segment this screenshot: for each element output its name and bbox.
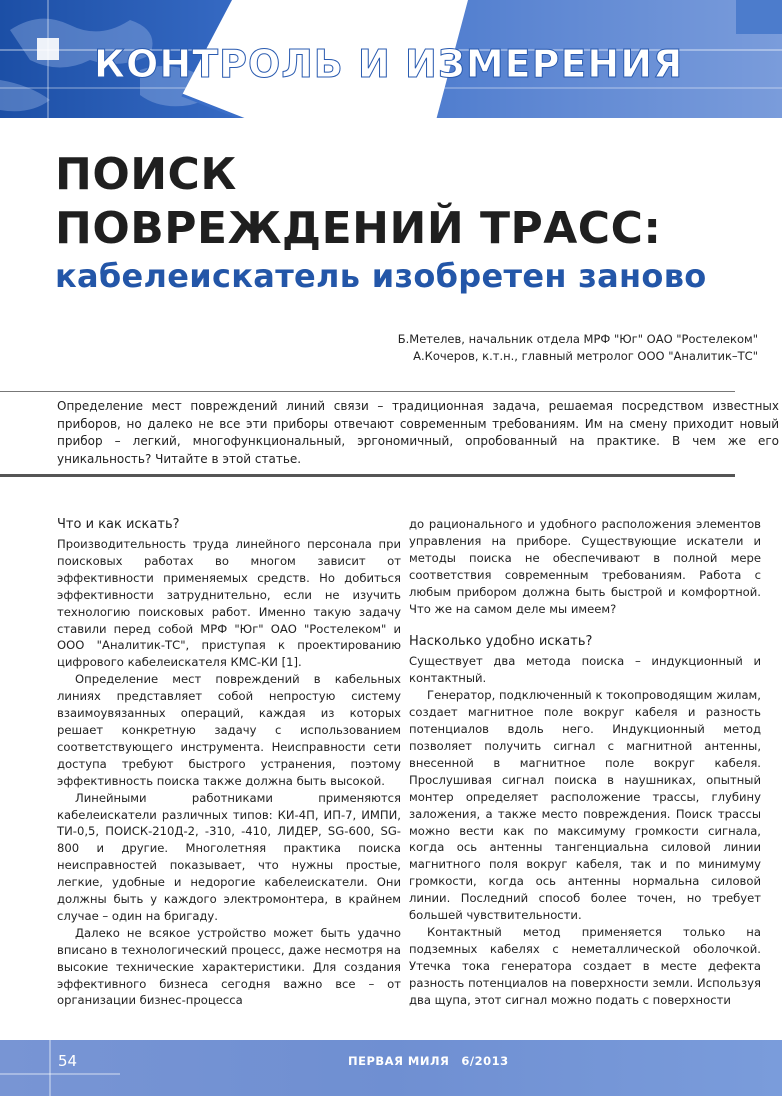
left-paragraph-2: Определение мест повреждений в кабельных линиях представляет собой непростую систему взаимоувязанных операций, каждая из которых решает конкретную задачу с использованием соответствующего инструмента. Неисправности сети доступа требуют быстрого устранения, поэтому эффективность поиска также должна быть высокой. bbox=[57, 672, 401, 788]
left-paragraph-3: Линейными работниками применяются кабелеискатели различных типов: КИ-4П, ИП-7, ИМПИ, ТИ-0,5, ПОИСК-210Д-2, -310, -410, ЛИДЕР, SG-600, SG-800 и другие. Многолетняя практика поиска неисправностей показывает, что нужны простые, легкие, удобные и недорогие кабелеискатели. Они должны быть у каждого электромонтера, в крайнем случае – один на бригаду. bbox=[57, 790, 401, 923]
right-paragraph-4: Контактный метод применяется только на подземных кабелях с неметаллической оболочкой. Утечка тока генератора создает в месте дефекта разность потенциалов на поверхности земли. Используя два щупа, этот сигнал можно подать с поверхности bbox=[409, 924, 761, 1007]
magazine-info bbox=[348, 1054, 509, 1068]
left-paragraph-1: Производительность труда линейного персонала при поисковых работах во многом зависит от эффективности применяемых средств. Но добиться эффективности затруднительно, если не изучить технологию поисковых работ. Именно такую задачу ставили перед собой МРФ "Юг" ОАО "Ростелеком" и ООО "Аналитик-ТС", приступая к проектированию цифрового кабелеискателя КМС-КИ [1]. bbox=[57, 537, 401, 670]
author-1: Б.Метелев, начальник отдела МРФ "Юг" ОАО "Ростелеком" bbox=[397, 332, 758, 346]
left-paragraph-4: Далеко не всякое устройство может быть удачно вписано в технологический процесс, даже несмотря на высокие технические характеристики. Для создания эффективного бизнеса сегодня важно все – от организации бизнес-процесса bbox=[57, 925, 401, 1008]
issue-number: 6/2013 bbox=[461, 1054, 509, 1068]
magazine-name: ПЕРВАЯ МИЛЯ bbox=[348, 1054, 450, 1068]
article-subtitle: кабелеискатель изобретен заново bbox=[55, 257, 707, 295]
right-paragraph-3: Генератор, подключенный к токопроводящим жилам, создает магнитное поле вокруг кабеля и разность потенциалов вдоль него. Индукционный метод позволяет получить сигнал с магнитной антенны, внесенной в магнитное поле вокруг кабеля. Прослушивая сигнал поиска в наушниках, опытный монтер определяет расположение трассы, глубину заложения, а также место повреждения. Поиск трассы можно вести как по максимуму громкости сигнала, когда ось антенны тангенциальна силовой линии магнитного поля вокруг кабеля, так и по минимуму громкости, когда ось антенны нормальна силовой линии. Последний способ более точен, но требует большей чувствительности. bbox=[409, 688, 761, 923]
right-column bbox=[409, 516, 761, 1008]
title-line-1: ПОИСК bbox=[55, 149, 237, 200]
heading-how-convenient: Насколько удобно искать? bbox=[409, 634, 593, 650]
right-paragraph-2: Существует два метода поиска – индукционный и контактный. bbox=[409, 654, 761, 686]
article-title bbox=[55, 148, 661, 256]
lead-bottom-rule bbox=[0, 474, 735, 477]
authors-block bbox=[398, 331, 758, 365]
page-number: 54 bbox=[58, 1052, 78, 1070]
lead-top-rule bbox=[0, 391, 735, 392]
left-column bbox=[57, 516, 401, 1009]
header-banner bbox=[0, 0, 782, 118]
author-2: А.Кочеров, к.т.н., главный метролог ООО "Аналитик–ТС" bbox=[413, 349, 758, 363]
title-line-2: ПОВРЕЖДЕНИЙ ТРАСС: bbox=[55, 203, 662, 254]
page-footer bbox=[0, 1040, 782, 1096]
heading-what-and-how: Что и как искать? bbox=[57, 517, 180, 532]
article-lead: Определение мест повреждений линий связи – традиционная задача, решаемая посредством известных приборов, но далеко не все эти приборы отвечают современным требованиям. Им на смену приходит новый прибор – легкий, многофункциональный, эргономичный, опробованный на практике. В чем же его уникальность? Читайте в этой статье. bbox=[57, 399, 779, 466]
section-title: КОНТРОЛЬ И ИЗМЕРЕНИЯ bbox=[94, 42, 684, 86]
right-paragraph-1: до рационального и удобного расположения элементов управления на приборе. Существующие искатели и методы поиска не обеспечивают в полной мере соответствия современным требованиям. Работа с любым прибором должна быть быстрой и комфортной. Что же на самом деле мы имеем? bbox=[409, 517, 761, 616]
